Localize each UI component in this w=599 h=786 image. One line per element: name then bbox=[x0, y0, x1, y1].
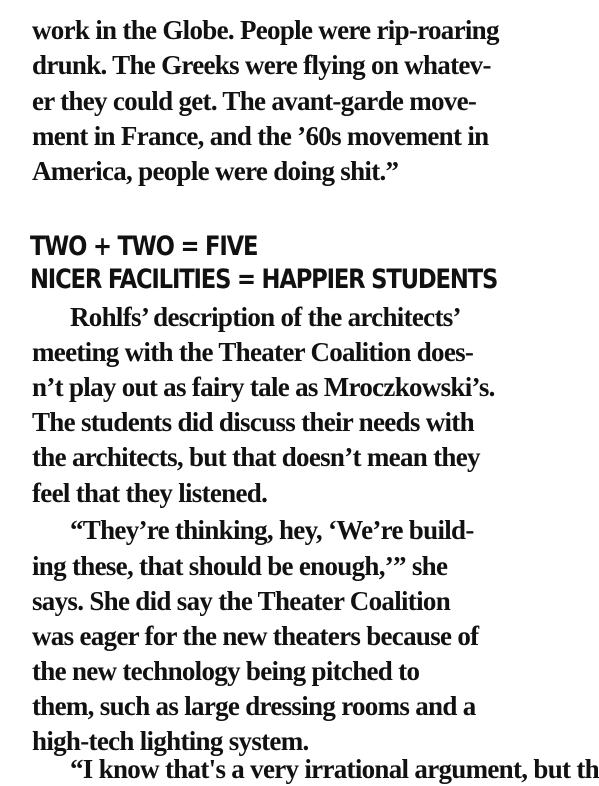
body-text-line: them, such as large dressing rooms and a bbox=[32, 691, 476, 721]
body-text-line: The students did discuss their needs with bbox=[32, 407, 474, 437]
body-text-line: high-tech lighting system. bbox=[32, 726, 309, 756]
body-text-line: “They’re thinking, hey, ‘We’re build- bbox=[70, 515, 474, 545]
body-text-line: n’t play out as fairy tale as Mroczkowski’s. bbox=[32, 372, 495, 402]
body-text-line: says. She did say the Theater Coalition bbox=[32, 586, 451, 616]
body-text-line: feel that they listened. bbox=[32, 478, 268, 508]
body-text-line: the new technology being pitched to bbox=[32, 656, 420, 686]
body-text-line: ing these, that should be enough,’” she bbox=[32, 551, 448, 581]
body-text-line: America, people were doing shit.” bbox=[32, 156, 399, 186]
body-text-line: the architects, but that doesn’t mean they bbox=[32, 442, 480, 472]
body-text-line: work in the Globe. People were rip-roaring bbox=[32, 15, 499, 45]
section-heading-line-2: NICER FACILITIES = HAPPIER STUDENTS bbox=[30, 264, 498, 295]
cut-off-line-clip bbox=[32, 750, 599, 784]
body-text-line: drunk. The Greeks were flying on whatev- bbox=[32, 50, 491, 80]
section-heading-line-1: TWO + TWO = FIVE bbox=[30, 231, 258, 262]
body-text-line: ment in France, and the ’60s movement in bbox=[32, 121, 489, 151]
body-text-line: meeting with the Theater Coalition does- bbox=[32, 337, 474, 367]
body-text-line: Rohlfs’ description of the architects’ bbox=[70, 302, 461, 332]
body-text-line: er they could get. The avant-garde move- bbox=[32, 86, 477, 116]
body-text-line: was eager for the new theaters because of bbox=[32, 621, 479, 651]
body-text-line-partial: “I know that's a very irrational argument, but th bbox=[70, 754, 599, 784]
